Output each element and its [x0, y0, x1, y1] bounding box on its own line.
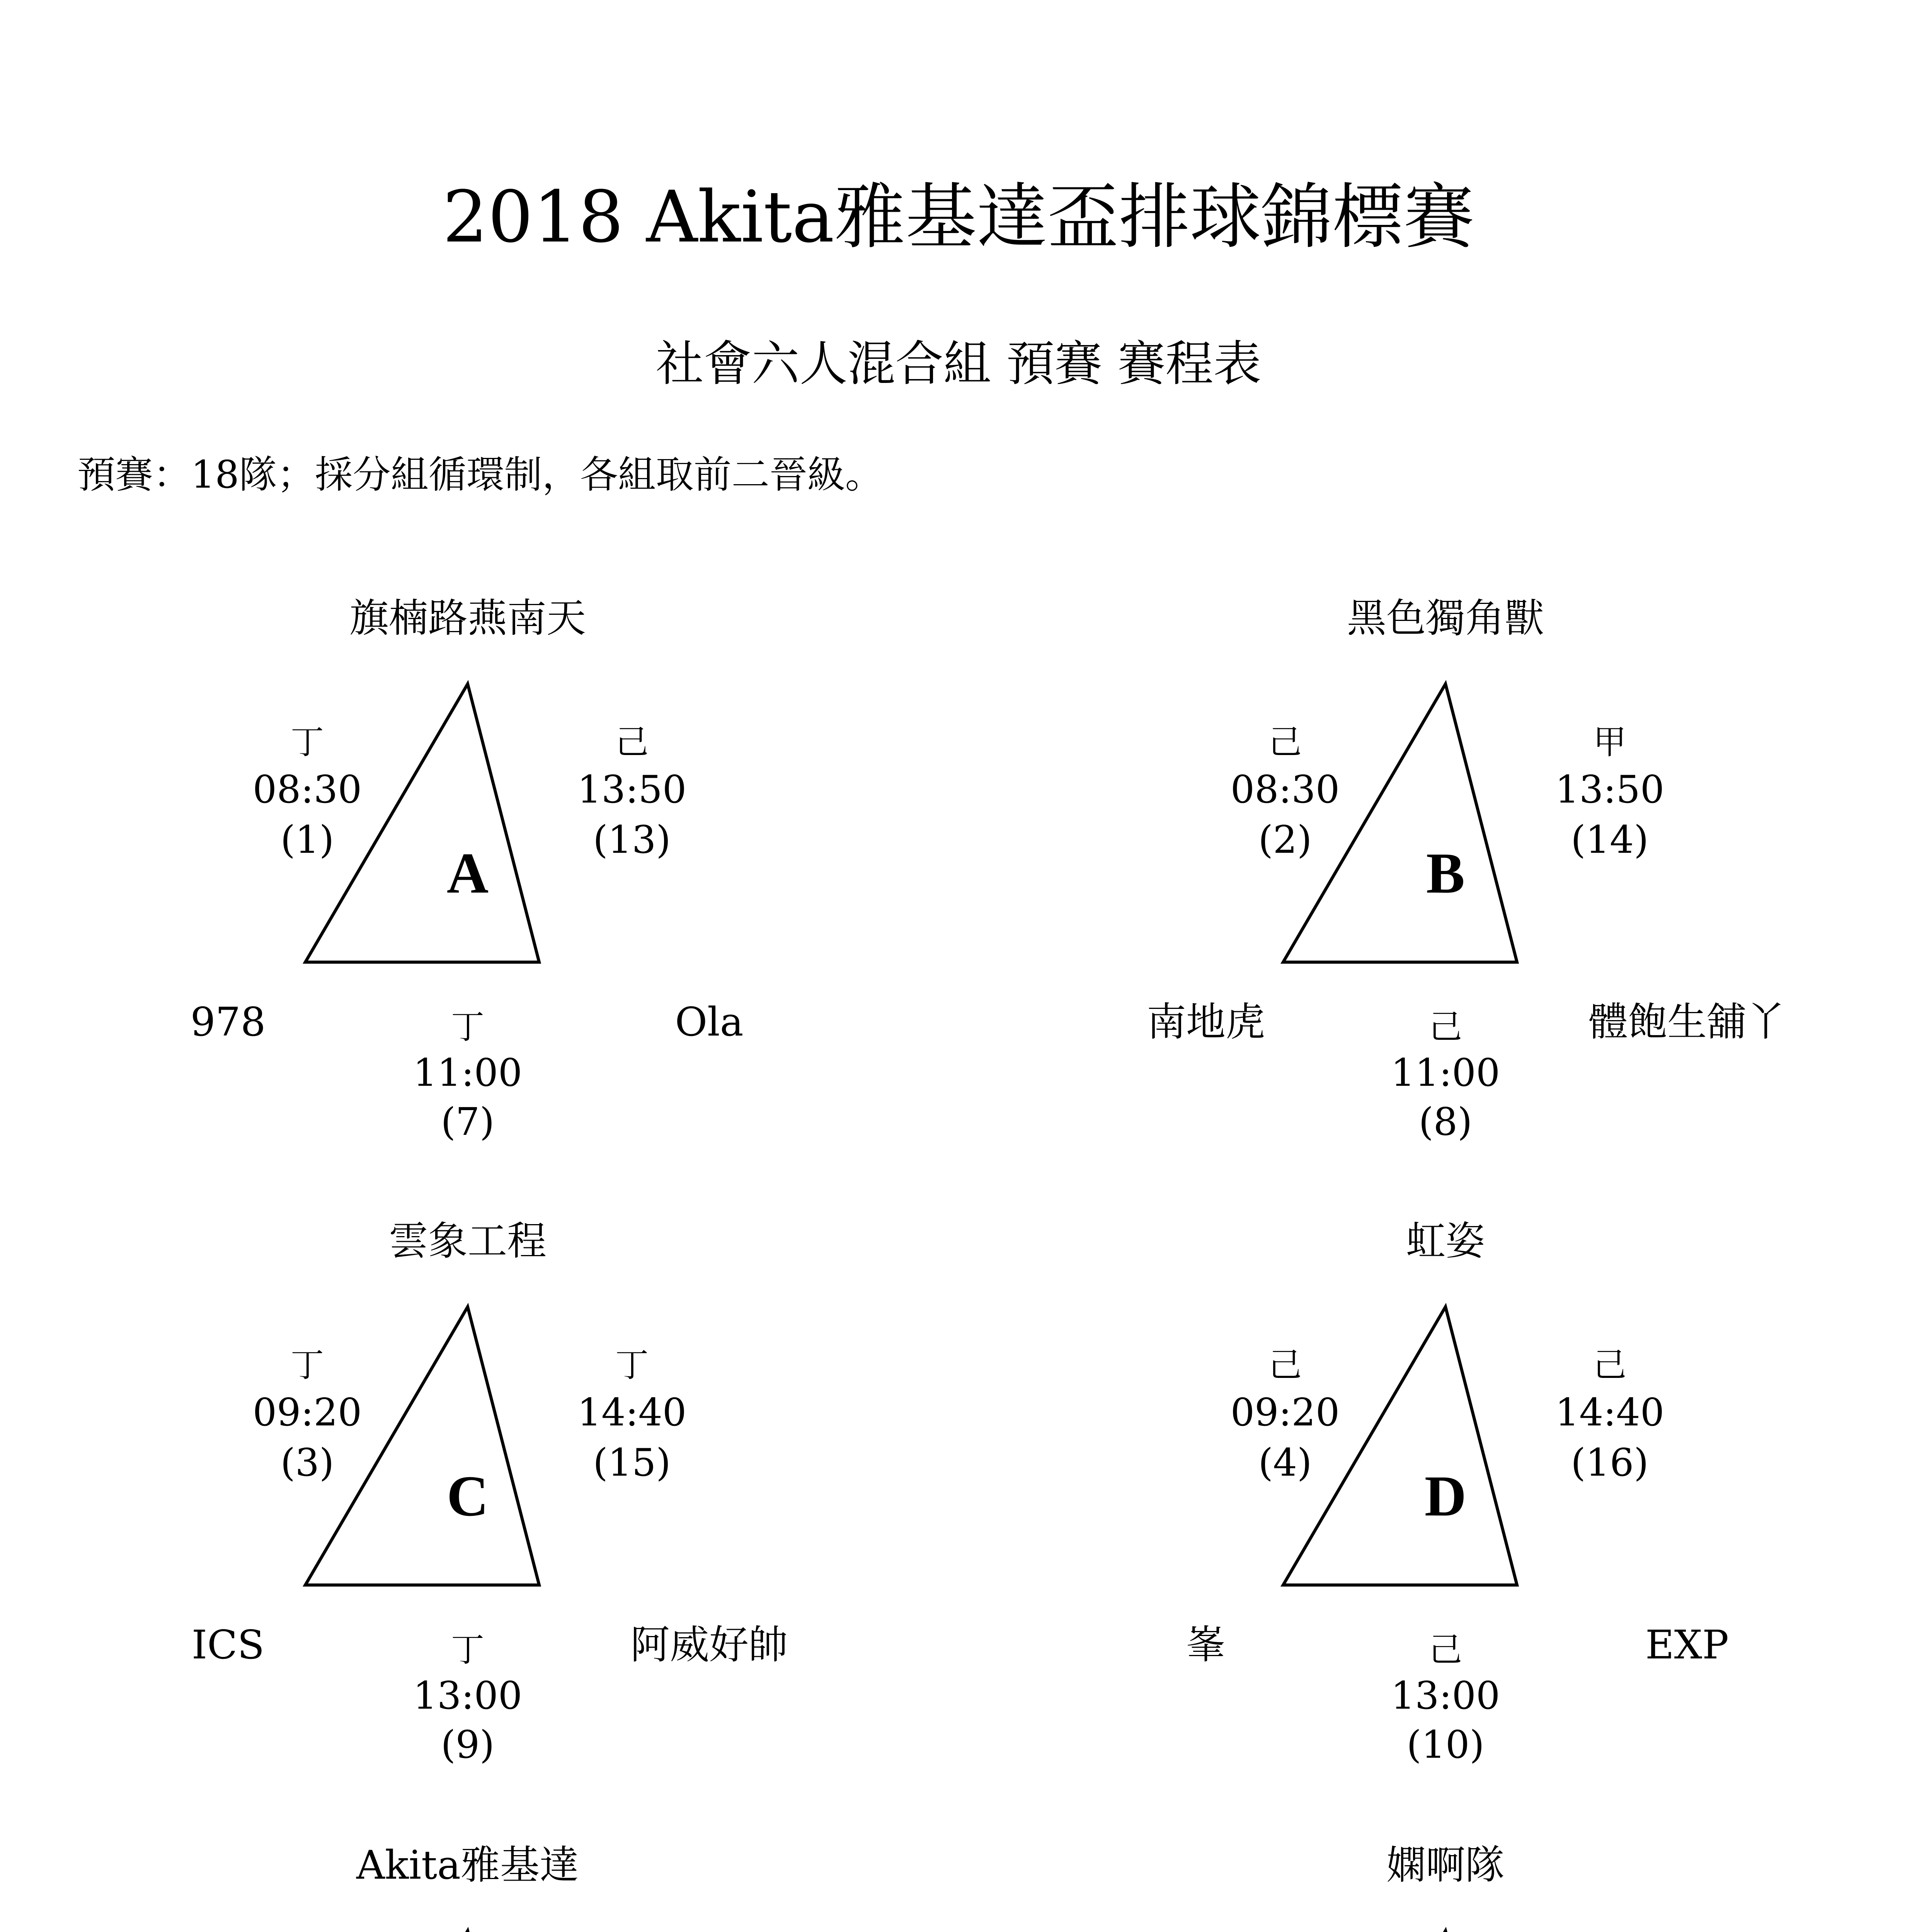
group-f-bracket: [1094, 1827, 1828, 1932]
group-b-match-left-court: 己: [1268, 723, 1302, 762]
group-d-team-left: 峯: [1186, 1622, 1226, 1668]
group-c-team-left: ICS: [191, 1622, 265, 1668]
group-d-match-right-number: (16): [1571, 1441, 1649, 1485]
group-b-team-right: 體飽生舖丫: [1588, 999, 1786, 1045]
group-d-bracket: [1094, 1202, 1828, 1782]
group-b-match-right-court: 甲: [1593, 723, 1626, 762]
group-c-match-bottom-number: (9): [441, 1723, 495, 1767]
group-c-team-top: 雲象工程: [389, 1218, 546, 1264]
group-c-match-left-time: 09:20: [252, 1391, 362, 1435]
group-a-match-left-number: (1): [280, 818, 334, 862]
page-title: 2018 Akita雅基達盃排球錦標賽: [443, 176, 1474, 259]
group-a-team-top: 旗楠路燕南天: [349, 595, 586, 641]
group-b-match-left-number: (2): [1258, 818, 1312, 862]
page-subtitle: 社會六人混合組 預賽 賽程表: [655, 336, 1262, 392]
group-b-match-right-number: (14): [1571, 818, 1649, 862]
group-b-match-left-time: 08:30: [1230, 768, 1340, 812]
group-d-match-left-time: 09:20: [1230, 1391, 1340, 1435]
group-b-match-bottom-court: 己: [1429, 1008, 1462, 1046]
group-b-label: B: [1426, 841, 1465, 905]
group-a-label: A: [446, 841, 489, 905]
group-e-bracket: [116, 1827, 850, 1932]
group-c-match-bottom-court: 丁: [451, 1631, 484, 1669]
group-c-label: C: [446, 1464, 489, 1528]
group-a-match-right-time: 13:50: [577, 768, 687, 812]
group-c-match-right-time: 14:40: [577, 1391, 687, 1435]
group-c-match-left-number: (3): [280, 1441, 334, 1485]
tournament-format-note: 預賽：18隊；採分組循環制，各組取前二晉級。: [77, 453, 883, 497]
group-c-bracket: [116, 1202, 850, 1782]
group-a-match-left-court: 丁: [291, 723, 324, 762]
group-d-team-right: EXP: [1645, 1622, 1729, 1668]
group-e-team-top: Akita雅基達: [356, 1842, 579, 1888]
group-c-match-left-court: 丁: [291, 1346, 324, 1384]
group-a-bracket: [116, 580, 850, 1159]
group-a-team-right: Ola: [675, 999, 744, 1045]
group-d-match-left-court: 己: [1268, 1346, 1302, 1384]
group-b-match-bottom-number: (8): [1418, 1100, 1473, 1144]
group-d-match-bottom-time: 13:00: [1391, 1674, 1500, 1718]
group-d-match-right-time: 14:40: [1555, 1391, 1665, 1435]
group-c-match-bottom-time: 13:00: [413, 1674, 523, 1718]
group-a-match-bottom-time: 11:00: [413, 1051, 523, 1095]
group-a-team-left: 978: [190, 999, 266, 1045]
group-d-match-bottom-court: 己: [1429, 1631, 1462, 1669]
group-a-match-bottom-court: 丁: [451, 1008, 484, 1046]
group-c-team-right: 阿威好帥: [630, 1622, 788, 1668]
group-c-match-right-court: 丁: [615, 1346, 649, 1384]
group-f-team-top: 嫻啊隊: [1386, 1842, 1505, 1888]
group-d-match-right-court: 己: [1593, 1346, 1626, 1384]
group-d-match-left-number: (4): [1258, 1441, 1312, 1485]
group-a-match-right-number: (13): [593, 818, 671, 862]
group-a-match-bottom-number: (7): [441, 1100, 495, 1144]
group-b-bracket: [1094, 580, 1828, 1159]
group-b-match-right-time: 13:50: [1555, 768, 1665, 812]
group-d-label: D: [1424, 1464, 1467, 1528]
group-b-team-top: 黑色獨角獸: [1347, 595, 1544, 641]
group-b-team-left: 南地虎: [1147, 999, 1265, 1045]
group-d-match-bottom-number: (10): [1406, 1723, 1485, 1767]
group-b-match-bottom-time: 11:00: [1391, 1051, 1500, 1095]
group-c-match-right-number: (15): [593, 1441, 671, 1485]
group-a-match-left-time: 08:30: [252, 768, 362, 812]
group-a-match-right-court: 己: [615, 723, 649, 762]
group-d-team-top: 虹姿: [1406, 1218, 1485, 1264]
